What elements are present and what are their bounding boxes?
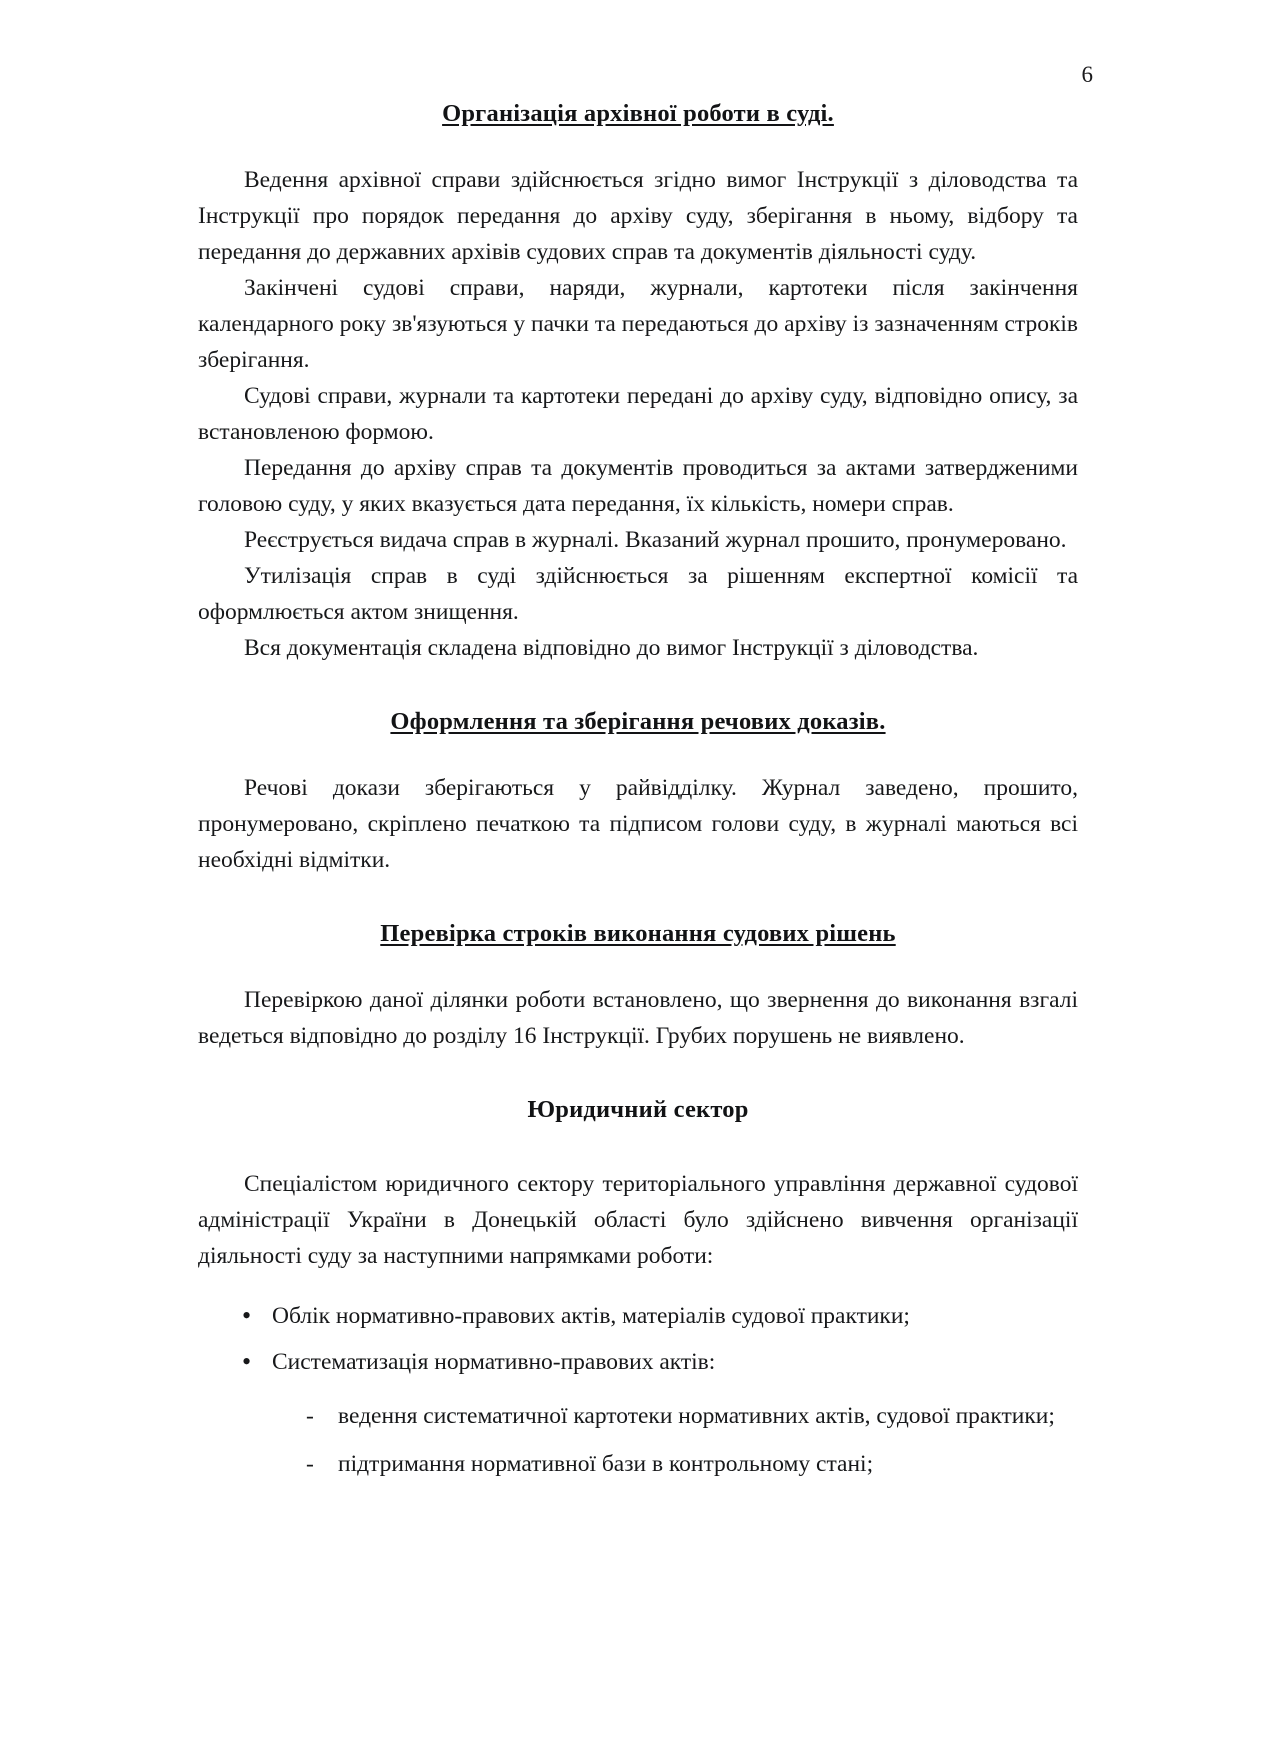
paragraph: Речові докази зберігаються у райвідділку. Журнал заведено, прошито, пронумеровано, скріплено печаткою та підписом голови суду, в журналі маються всі необхідні відмітки.	[198, 775, 1078, 873]
section-heading-archive: Організація архівної роботи в суді.	[442, 100, 834, 127]
paragraph: Спеціалістом юридичного сектору територіального управління державної судової адміністрації України в Донецькій області було здійснено вивчення організації діяльності суду за наступними напрямками роботи:	[198, 1171, 1078, 1269]
sub-list	[198, 1398, 1078, 1482]
paragraph: Ведення архівної справи здійснюється згідно вимог Інструкції з діловодства та Інструкції про порядок передання до архіву суду, зберігання в ньому, відбору та передання до державних архівів судових справ та документів діяльності суду.	[198, 167, 1078, 265]
bullet-icon: •	[242, 1301, 252, 1330]
paragraph: Судові справи, журнали та картотеки передані до архіву суду, відповідно опису, за встановленою формою.	[198, 383, 1078, 445]
paragraph: Передання до архіву справ та документів проводиться за актами затвердженими головою суду, у яких вказується дата передання, їх кількість, номери справ.	[198, 455, 1078, 517]
page-number: 6	[1081, 62, 1093, 87]
list-item	[198, 1344, 1078, 1380]
section-heading-evidence: Оформлення та зберігання речових доказів.	[390, 708, 886, 735]
list-item-label: Облік нормативно-правових актів, матеріалів судової практики;	[272, 1303, 910, 1329]
dash-icon: -	[306, 1451, 314, 1477]
list-item-label: Систематизація нормативно-правових актів:	[272, 1349, 716, 1375]
paragraph: Закінчені судові справи, наряди, журнали, картотеки після закінчення календарного року зв'язуються у пачки та передаються до архіву із зазначенням строків зберігання.	[198, 275, 1078, 373]
list-item	[198, 1446, 1078, 1482]
paragraph: Реєструється видача справ в журналі. Вказаний журнал прошито, пронумеровано.	[244, 527, 1067, 553]
section-heading-legal-sector: Юридичний сектор	[527, 1096, 749, 1123]
list-item	[198, 1298, 1078, 1334]
dash-icon: -	[306, 1403, 314, 1429]
paragraph: Утилізація справ в суді здійснюється за рішенням експертної комісії та оформлюється актом знищення.	[198, 563, 1078, 625]
paragraph: Перевіркою даної ділянки роботи встановлено, що звернення до виконання взгалі ведеться відповідно до розділу 16 Інструкції. Грубих порушень не виявлено.	[198, 987, 1078, 1049]
bullet-list	[198, 1298, 1078, 1380]
list-item-label: підтримання нормативної бази в контрольному стані;	[338, 1451, 874, 1477]
document-body	[198, 100, 1078, 1482]
section-heading-deadlines: Перевірка строків виконання судових рішень	[380, 920, 896, 947]
list-item-label: ведення систематичної картотеки нормативних актів, судової практики;	[338, 1403, 1055, 1429]
bullet-icon: •	[242, 1347, 252, 1376]
paragraph: Вся документація складена відповідно до вимог Інструкції з діловодства.	[244, 635, 979, 661]
list-item	[198, 1398, 1078, 1434]
